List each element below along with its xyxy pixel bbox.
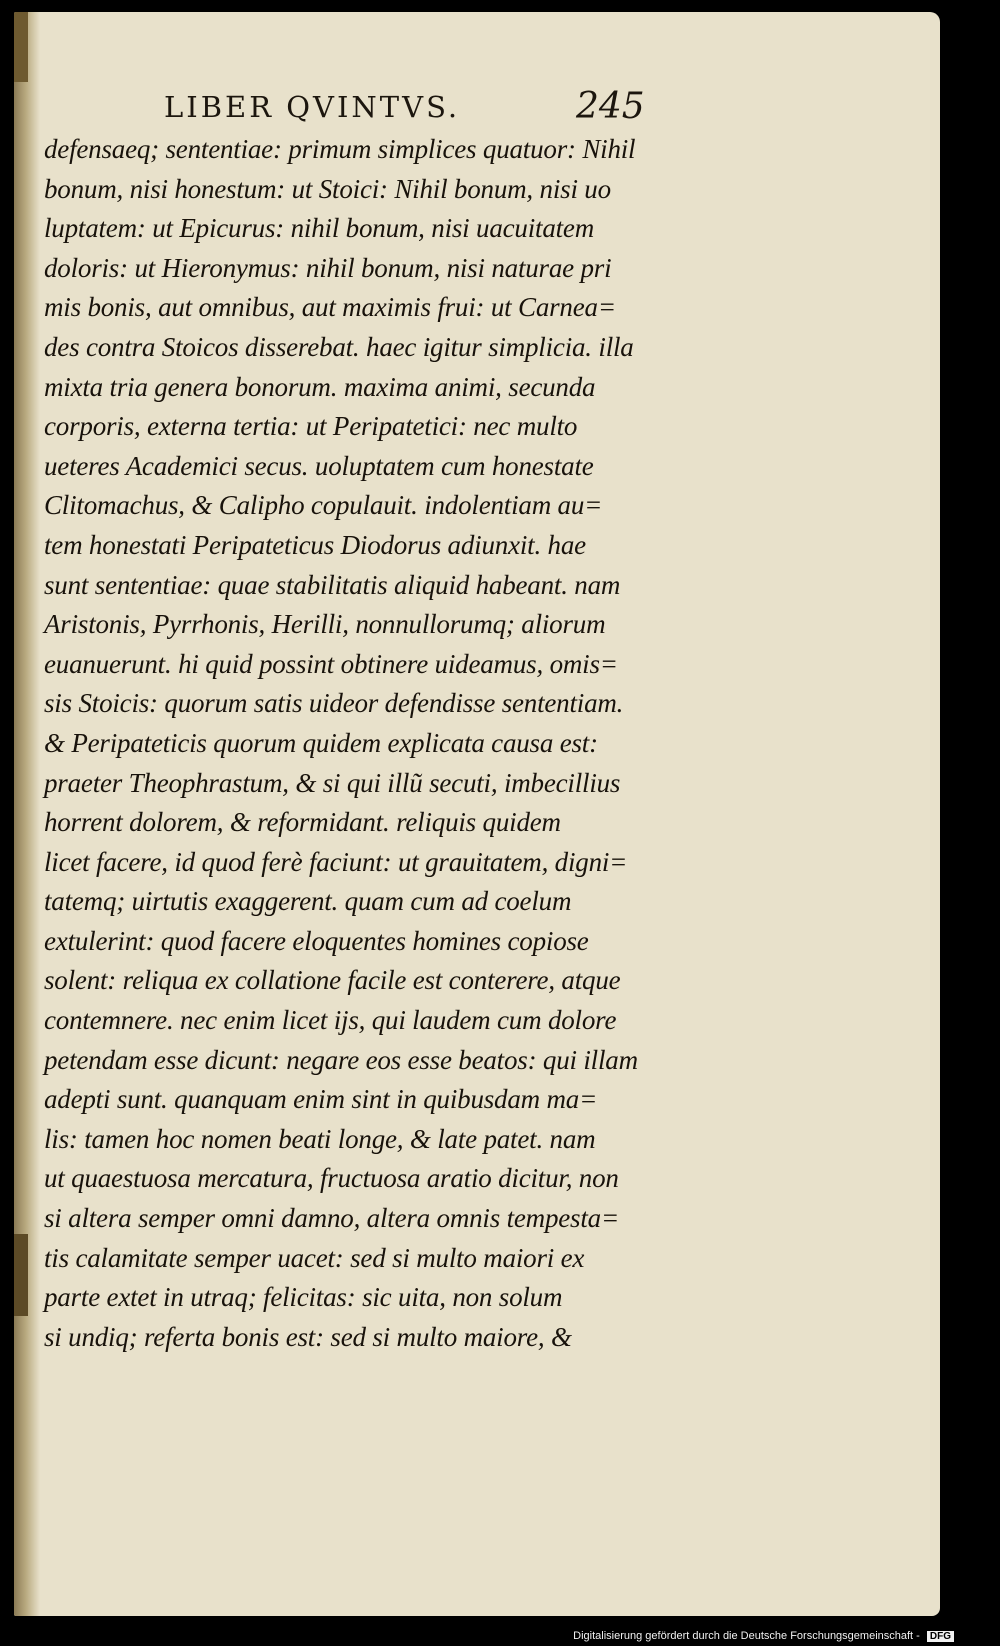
credit-text: Digitalisierung gefördert durch die Deutsche Forschungsgemeinschaft - <box>573 1630 920 1642</box>
digitization-credit <box>573 1630 954 1642</box>
text-line: & Peripateticis quorum quidem explicata causa est: <box>44 727 598 758</box>
text-line: contemnere. nec enim licet ijs, qui laudem cum dolore <box>44 1005 617 1036</box>
text-line: si undiq; referta bonis est: sed si multo maiore, & <box>44 1321 572 1352</box>
text-line: tis calamitate semper uacet: sed si multo maiori ex <box>44 1242 585 1273</box>
text-block <box>44 130 684 1357</box>
text-line: sunt sententiae: quae stabilitatis aliquid habeant. nam <box>44 569 621 600</box>
text-line: corporis, externa tertia: ut Peripatetici: nec multo <box>44 411 578 442</box>
text-line: Aristonis, Pyrrhonis, Herilli, nonnullorumq; aliorum <box>44 609 606 640</box>
text-line: sis Stoicis: quorum satis uideor defendisse sententiam. <box>44 688 624 719</box>
text-line: si altera semper omni damno, altera omnis tempesta= <box>44 1203 619 1234</box>
text-line: euanuerunt. hi quid possint obtinere uideamus, omis= <box>44 648 618 679</box>
book-page <box>14 12 940 1616</box>
binding-band-lower <box>14 1234 28 1316</box>
spine-shadow <box>14 12 40 1616</box>
page-number: 245 <box>576 86 645 127</box>
text-line: mixta tria genera bonorum. maxima animi, secunda <box>44 371 596 402</box>
text-line: doloris: ut Hieronymus: nihil bonum, nisi naturae pri <box>44 252 612 283</box>
text-line: ueteres Academici secus. uoluptatem cum honestate <box>44 450 594 481</box>
text-line: des contra Stoicos disserebat. haec igitur simplicia. illa <box>44 331 634 362</box>
text-line: petendam esse dicunt: negare eos esse beatos: qui illam <box>44 1044 638 1075</box>
text-line: mis bonis, aut omnibus, aut maximis frui: ut Carnea= <box>44 292 616 323</box>
dfg-logo: DFG <box>927 1631 954 1642</box>
text-line: ut quaestuosa mercatura, fructuosa aratio dicitur, non <box>44 1163 619 1194</box>
text-line: lis: tamen hoc nomen beati longe, & late patet. nam <box>44 1123 596 1154</box>
running-head: LIBER QVINTVS. <box>164 90 461 124</box>
text-line: luptatem: ut Epicurus: nihil bonum, nisi uacuitatem <box>44 213 594 244</box>
text-line: defensaeq; sententiae: primum simplices quatuor: Nihil <box>44 134 636 164</box>
text-line: horrent dolorem, & reformidant. reliquis quidem <box>44 807 561 838</box>
text-line: adepti sunt. quanquam enim sint in quibusdam ma= <box>44 1084 598 1115</box>
binding-band-top <box>14 12 28 82</box>
text-line: parte extet in utraq; felicitas: sic uita, non solum <box>44 1282 563 1313</box>
text-line: tatemq; uirtutis exaggerent. quam cum ad coelum <box>44 886 572 917</box>
text-line: praeter Theophrastum, & si qui illũ secuti, imbecillius <box>44 767 621 798</box>
text-line: bonum, nisi honestum: ut Stoici: Nihil bonum, nisi uo <box>44 173 611 204</box>
text-line: solent: reliqua ex collatione facile est conterere, atque <box>44 965 621 996</box>
text-line: Clitomachus, & Calipho copulauit. indolentiam au= <box>44 490 603 521</box>
text-line: licet facere, id quod ferè faciunt: ut grauitatem, digni= <box>44 846 628 877</box>
text-line: extulerint: quod facere eloquentes homines copiose <box>44 925 589 956</box>
text-line: tem honestati Peripateticus Diodorus adiunxit. hae <box>44 529 586 560</box>
